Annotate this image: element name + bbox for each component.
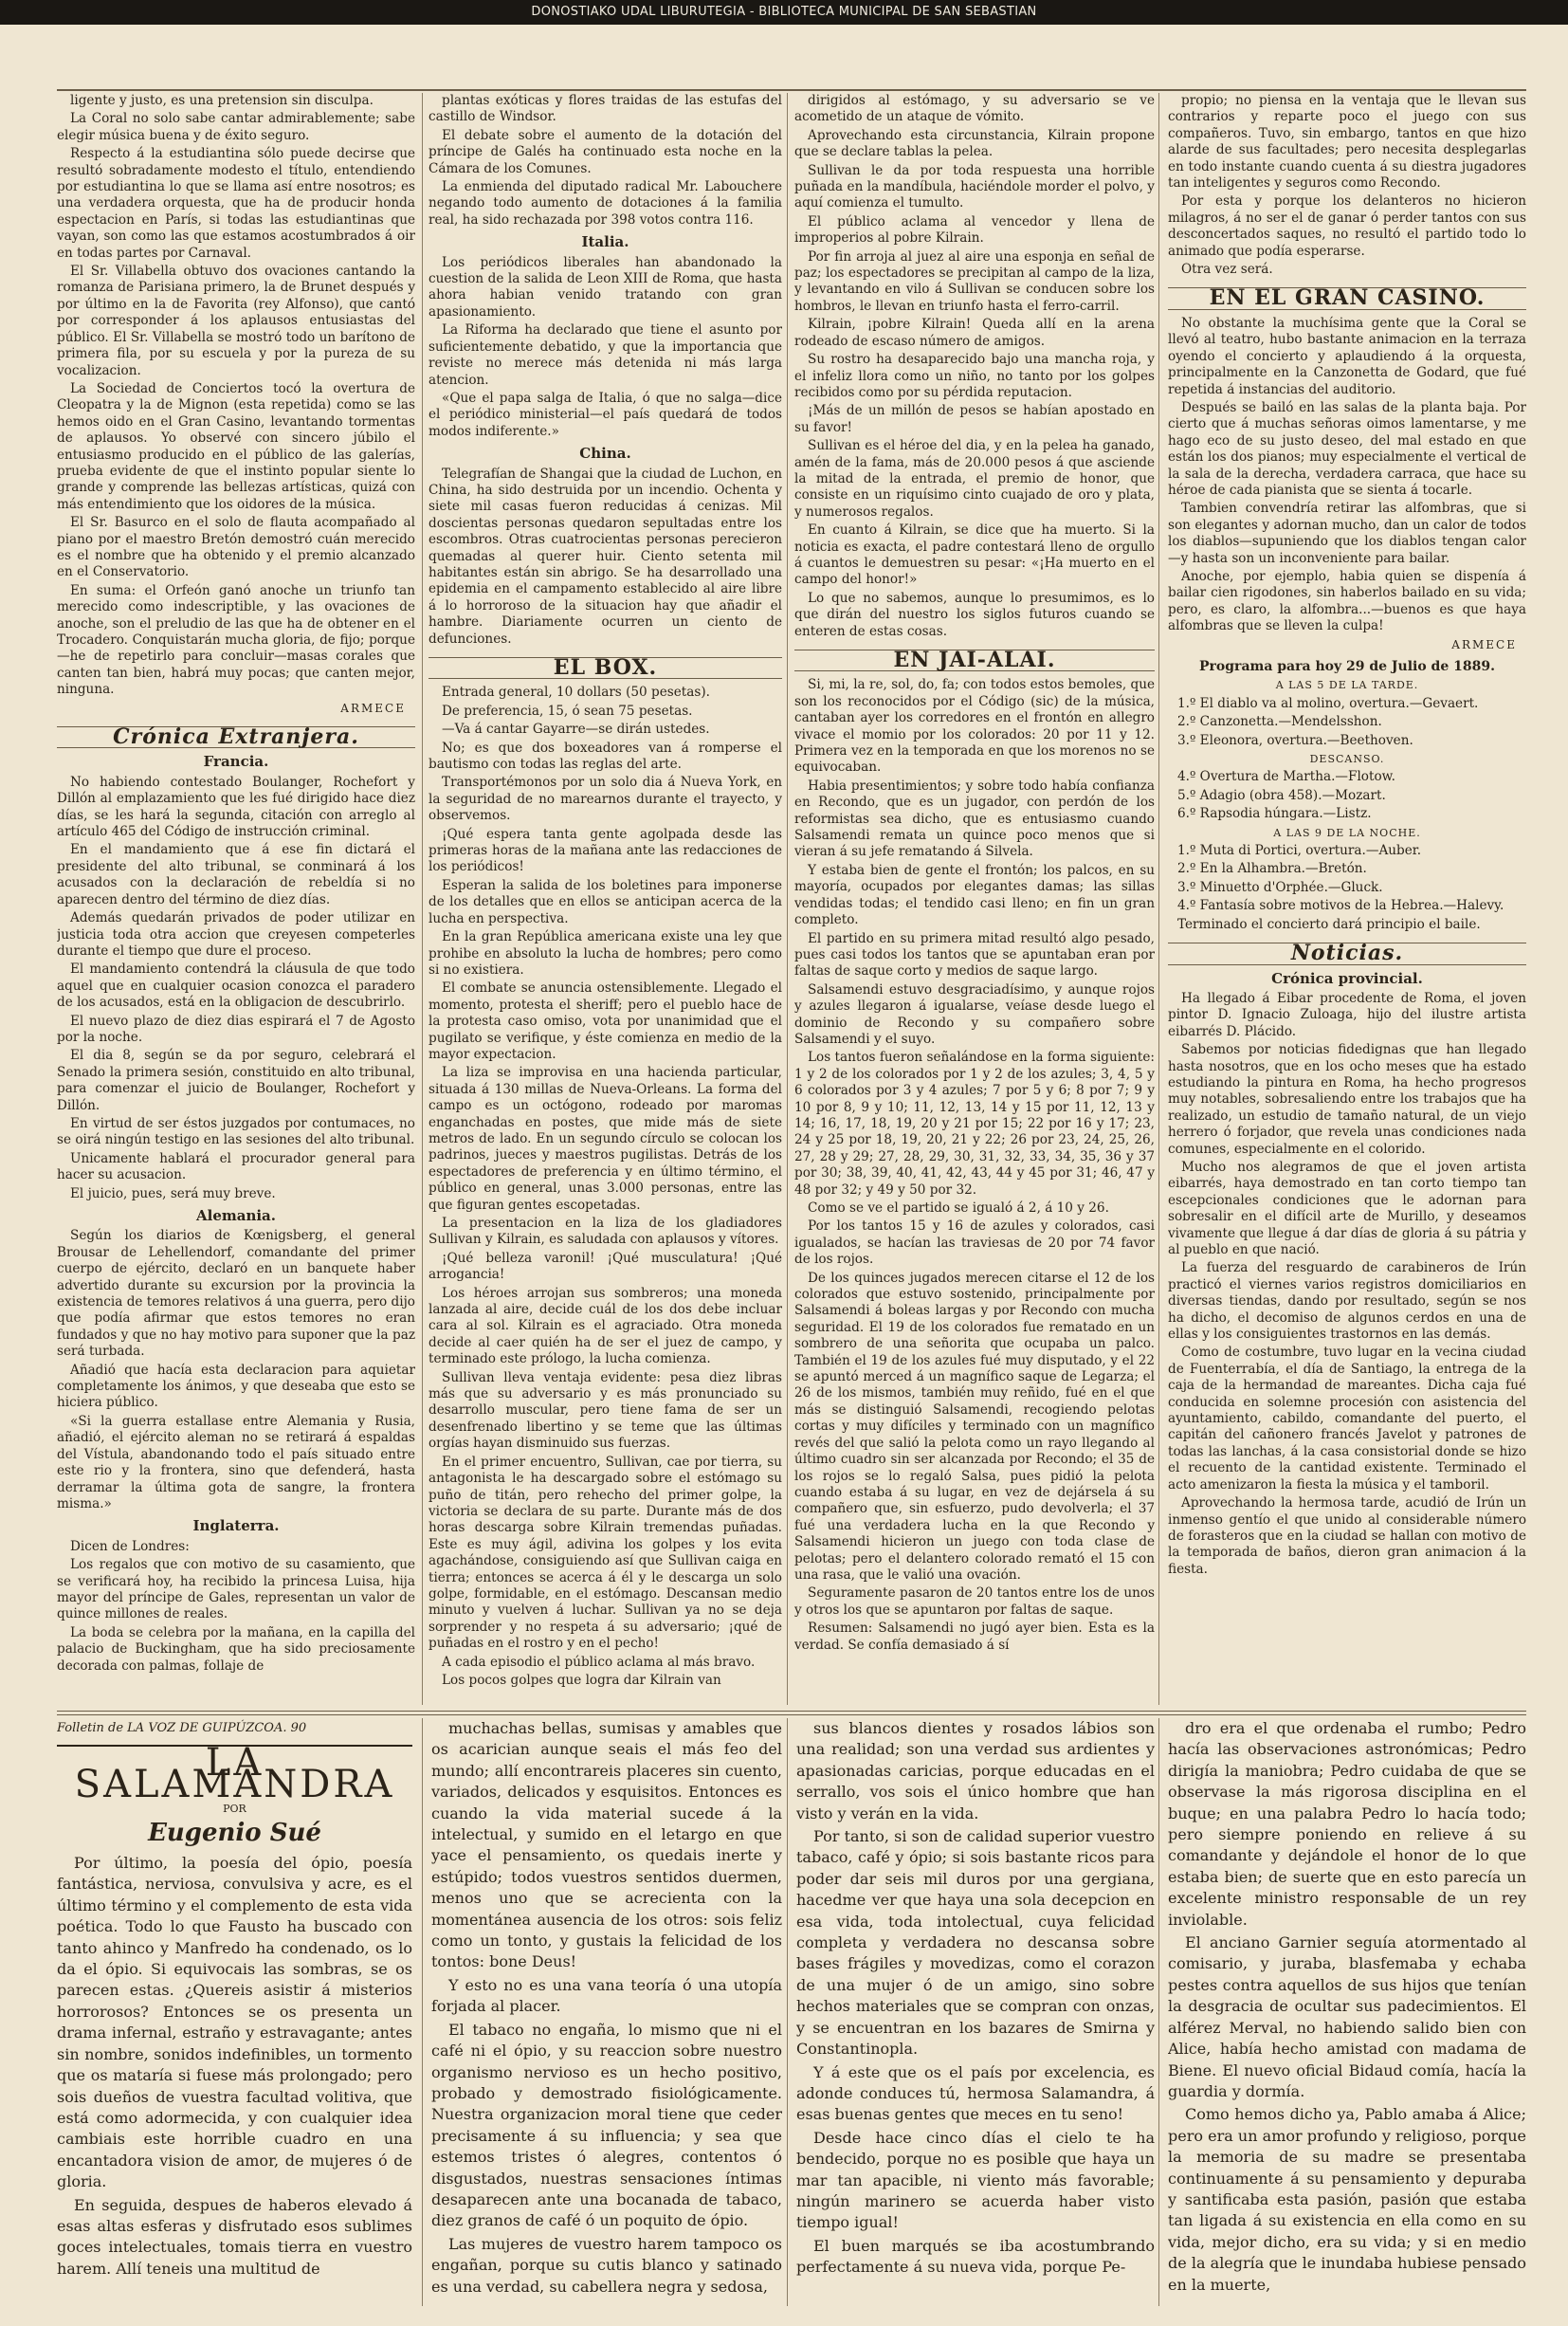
noticias-list bbox=[1168, 991, 1526, 1578]
paragraph: Las mujeres de vuestro harem tampoco os engañan, porque su cutis blanco y satinado es una verdad, su cabellera negra y sedosa, bbox=[431, 2234, 782, 2296]
paragraph: Tambien convendría retirar las alfombras, que si son elegantes y adornan mucho, dan un calor de todos los diablos—supuniendo que los diablos tengan calor—y hasta son un inconveniente para bailar. bbox=[1168, 501, 1526, 566]
signature: ARMECE bbox=[340, 701, 406, 715]
paragraph: Por fin arroja al juez al aire una esponja en señal de paz; los espectadores se precipitan al campo de la liza, y levantando en vilo á Sullivan se conducen sobre los hombros, le llevan en triunfo hasta el ferro-carril. bbox=[794, 248, 1155, 314]
paragraph: Esperan la salida de los boletines para imponerse de los detalles que en ellos se anticipan acerca de la lucha en perspectiva. bbox=[428, 877, 782, 926]
paragraph: En el mandamiento que á ese fin dictará el presidente del alto tribunal, se conminará á los acusados con la declaración de rebeldía si no aparecen dentro del término de diez días. bbox=[57, 842, 415, 907]
paragraph: El combate se anuncia ostensiblemente. Llegado el momento, protesta el sheriff; pero el pueblo hace de la protesta caso omiso, vota por unanimidad que el pugilato se verifique, y éste comienza en medio de la mayor expectacion. bbox=[428, 980, 782, 1062]
china-news bbox=[428, 467, 782, 648]
subheading-alemania: Alemania. bbox=[195, 1207, 277, 1224]
paragraph: 3.º Eleonora, overtura.—Beethoven. bbox=[1177, 732, 1413, 748]
novel-author: Eugenio Sué bbox=[148, 1818, 321, 1847]
paragraph: ¡Qué belleza varonil! ¡Qué musculatura! ¡Qué arrogancia! bbox=[428, 1250, 782, 1283]
paragraph: En virtud de ser éstos juzgados por contumaces, no se oirá ningún testigo en las sesiones del alto tribunal. bbox=[57, 1115, 415, 1148]
italia-news bbox=[428, 255, 782, 440]
box-article-continued bbox=[794, 93, 1155, 640]
paragraph: Por tanto, si son de calidad superior vuestro tabaco, café y ópio; si sois bastante ricos para poder dar seis mil duros por una gergiana, hacedme ver que haya una sola decepcion en esa vida, toda intolectual, cuya felicidad completa y verdadera no descansa sobre bases frágiles y movedizas, como el corazon de una mujer ó de un amigo, sino sobre hechos materiales que se compran con onzas, y se encuentran en los bazares de Smirna y Constantinopla. bbox=[796, 1827, 1155, 2059]
section-title-cronica-extranjera: Crónica Extranjera. bbox=[57, 726, 415, 748]
paragraph: La enmienda del diputado radical Mr. Labouchere negando todo aumento de dotaciones á la familia real, ha sido rechazada por 398 votos contra 116. bbox=[428, 179, 782, 228]
archive-banner: DONOSTIAKO UDAL LIBURUTEGIA - BIBLIOTECA MUNICIPAL DE SAN SEBASTIAN bbox=[0, 0, 1568, 25]
paragraph: Entrada general, 10 dollars (50 pesetas). bbox=[442, 685, 710, 701]
paragraph: En seguida, despues de haberos elevado á esas altas esferas y disfrutado esos sublimes goces intelectuales, tomais tierra en vuestro harem. Allí teneis una multitud de bbox=[57, 2195, 412, 2278]
paragraph: 6.º Rapsodia húngara.—Listz. bbox=[1177, 806, 1372, 822]
paragraph: propio; no piensa en la ventaja que le llevan sus contrarios y reparte poco el juego con sus compañeros. Tuvo, sin embargo, tantos en que hizo alarde de sus facultades; pero necesita desplegarlas en todo instante cuando cuenta á su diestra jugadores tan inteligentes y seguros como Recondo. bbox=[1168, 93, 1526, 192]
paragraph: Salsamendi estuvo desgraciadísimo, y aunque rojos y azules llegaron á igualarse, veíase desde luego el dominio de Recondo y su compañero sobre Salsamendi y el suyo. bbox=[794, 981, 1155, 1047]
paragraph: sus blancos dientes y rosados lábios son una realidad; son una verdad sus ardientes y apasionadas caricias, porque educadas en el serrallo, vos sois el único hombre que han visto y verán en la vida. bbox=[796, 1719, 1155, 1822]
paragraph: La presentacion en la liza de los gladiadores Sullivan y Kilrain, es saludada con aplausos y vítores. bbox=[428, 1216, 782, 1248]
paragraph: Lo que no sabemos, aunque lo presumimos, es lo que dirán del nuestro los siglos futuros cuando se enteren de estas cosas. bbox=[794, 590, 1155, 639]
subheading-italia: Italia. bbox=[581, 233, 629, 251]
program-descanso: DESCANSO. bbox=[1309, 753, 1385, 766]
paragraph: dirigidos al estómago, y su adversario se ve acometido de un ataque de vómito. bbox=[794, 93, 1155, 125]
paragraph: Y á este que os el país por excelencia, es adonde conduces tú, hermosa Salamandra, á esas buenas gentes que meces en tu seno! bbox=[796, 2062, 1155, 2124]
novel-title: LA SALAMANDRA bbox=[57, 1745, 412, 1795]
paragraph: Los tantos fueron señalándose en la forma siguiente: 1 y 2 de los colorados por 1 y 2 de los azules; 3, 4, 5 y 6 colorados por 3 y 4 azules; 7 por 5 y 6; 8 por 7; 9 y 10 por 8, 9 y 10; 11, 12, 13, 14 y 15 por 11, 12, 13 y 14; 16, 17, 18, 19, 20 y 21 por 15; 22 por 16 y 17; 23, 24 y 25 por 18, 19, 20, 21 y 22; 26 por 23, 24, 25, 26, 27, 28 y 29; 27, 28, 29, 30, 31, 32, 33, 34, 35, 36 y 37 por 30; 38, 39, 40, 41, 42, 43, 44 y 45 por 31; 46, 47 y 48 por 32; y 49 y 50 por 32. bbox=[794, 1050, 1155, 1198]
folletin-separator bbox=[57, 1711, 1526, 1715]
subheading-inglaterra: Inglaterra. bbox=[192, 1517, 280, 1535]
paragraph: El debate sobre el aumento de la dotación del príncipe de Galés ha continuado esta noche en la Cámara de los Comunes. bbox=[428, 127, 782, 176]
paragraph: Ha llegado á Eibar procedente de Roma, el joven pintor D. Ignacio Zuloaga, hijo del ilustre artista eibarrés D. Plácido. bbox=[1168, 990, 1526, 1039]
paragraph: El mandamiento contendrá la cláusula de que todo aquel que en cualquier ocasion conozca el paradero de los acusados, está en la obligacion de descubrirlo. bbox=[57, 962, 415, 1011]
paragraph: En la gran República americana existe una ley que prohibe en absoluto la lucha de hombres; pero como si no existiera. bbox=[428, 929, 782, 978]
paragraph: No; es que dos boxeadores van á romperse el bautismo con todas las reglas del arte. bbox=[428, 740, 782, 773]
paragraph: El buen marqués se iba acostumbrando perfectamente á su nueva vida, porque Pe- bbox=[796, 2236, 1155, 2277]
novel-text bbox=[57, 1853, 412, 2280]
novel-text bbox=[1168, 1718, 1526, 2296]
folletin-column-3 bbox=[796, 1718, 1155, 2306]
program-list bbox=[1168, 769, 1526, 822]
paragraph: Sullivan lleva ventaja evidente: pesa diez libras más que su adversario y es más pronunciado su desarrollo muscular, pero tiene fama de ser un desenfrenado libertino y se teme que las últimas orgías hayan disminuido sus fuerzas. bbox=[428, 1369, 782, 1452]
paragraph: 2.º En la Alhambra.—Bretón. bbox=[1177, 861, 1367, 877]
paragraph: La liza se improvisa en una hacienda particular, situada á 130 millas de Nueva-Orleans. La forma del campo es un octógono, rodeado por maromas enganchadas en postes, que mide más de siete metros de lado. En un segundo círculo se colocan los padrinos, jueces y maestros pugilistas. Detrás de los espectadores de preferencia y en último término, el público en general, unas 3.000 personas, entre las que figuran gentes escopetadas. bbox=[428, 1065, 782, 1213]
column-3 bbox=[794, 93, 1155, 1705]
paragraph: Seguramente pasaron de 20 tantos entre los de unos y otros los que se apuntaron por faltas de saque. bbox=[794, 1585, 1155, 1618]
paragraph: ¡Qué espera tanta gente agolpada desde las primeras horas de la mañana ante las redacciones de los periódicos! bbox=[428, 826, 782, 875]
box-article bbox=[428, 685, 782, 1689]
paragraph: Habia presentimientos; y sobre todo había confianza en Recondo, que es un jugador, con perdón de los reformistas sea dicho, que es entusiasmo cuando Salsamendi remata un quince poco menos que si vieran á su jefe rematando á Silvela. bbox=[794, 778, 1155, 860]
paragraph: Anoche, por ejemplo, habia quien se dispenía á bailar cien rigodones, sin haberlos bailado en su vida; pero, es claro, la alfombra...—buenos es que haya alfombras que se lleven la culpa! bbox=[1168, 568, 1526, 634]
paragraph: 5.º Adagio (obra 458).—Mozart. bbox=[1177, 787, 1386, 803]
section-title-el-box: EL BOX. bbox=[428, 657, 782, 679]
paragraph: El Sr. Basurco en el solo de flauta acompañado al piano por el maestro Bretón demostró cuán merecido es el nombre que ha obtenido y el premio alcanzado en el Conservatorio. bbox=[57, 515, 415, 580]
paragraph: —Va á cantar Gayarre—se dirán ustedes. bbox=[442, 722, 710, 738]
signature: ARMECE bbox=[1451, 637, 1517, 651]
paragraph: La boda se celebra por la mañana, en la capilla del palacio de Buckingham, que ha sido preciosamente decorada con palmas, follaje de bbox=[57, 1624, 415, 1674]
paragraph: «Si la guerra estallase entre Alemania y Rusia, añadió, el ejército aleman no se retirará á espaldas del Vístula, abandonando todo el país situado entre este rio y la frontera, sino que defenderá, hasta derramar la última gota de sangre, la frontera misma.» bbox=[57, 1413, 415, 1511]
paragraph: El dia 8, según se da por seguro, celebrará el Senado la primera sesión, constituido en alto tribunal, para comenzar el juicio de Boulanger, Rochefort y Dillón. bbox=[57, 1048, 415, 1113]
section-title-gran-casino: EN EL GRAN CASINO. bbox=[1168, 287, 1526, 309]
paragraph: El Sr. Villabella obtuvo dos ovaciones cantando la romanza de Parisiana primero, la de Brunet después y por último en la de Favorita (rey Alfonso), que cantó por corresponder á los aplausos entusiastas del público. El Sr. Villabella se mostró todo un barítono de primera fila, por su escuela y por la pureza de su vocalizacion. bbox=[57, 264, 415, 378]
paragraph: En cuanto á Kilrain, se dice que ha muerto. Si la noticia es exacta, el padre contestará lleno de orgullo á cuantos le demuestren su pesar: «¡Ha muerto en el campo del honor!» bbox=[794, 522, 1155, 588]
orfeon-review bbox=[57, 93, 415, 699]
paragraph: ¡Más de un millón de pesos se habían apostado en su favor! bbox=[794, 403, 1155, 435]
paragraph: A cada episodio el público aclama al más bravo. bbox=[442, 1654, 756, 1670]
page-top-rule bbox=[57, 53, 1526, 91]
paragraph: La Coral no solo sabe cantar admirablemente; sabe elegir música buena y de éxito seguro. bbox=[57, 111, 415, 143]
paragraph: No habiendo contestado Boulanger, Rochefort y Dillón al emplazamiento que les fué dirigido hace diez días, se les hará la segunda, citación con arreglo al artículo 465 del Código de instrucción criminal. bbox=[57, 774, 415, 840]
paragraph: Mucho nos alegramos de que el joven artista eibarrés, haya demostrado en tan corto tiempo tan escepcionales condiciones que le adornan para sobresalir en el difícil arte de Murillo, y deseamos vivamente que llegue á dar días de gloria á su pátria y al pueblo en que nació. bbox=[1168, 1159, 1526, 1257]
paragraph: En el primer encuentro, Sullivan, cae por tierra, su antagonista le ha descargado sobre el estómago su puño de titán, pero rehecho del primer golpe, la victoria se declara de su parte. Durante más de dos horas descarga sobre Kilrain tremendas puñadas. Este es muy ágil, adivina los golpes y los evita agachándose, consiguiendo así que Sullivan caiga en tierra; entonces se acerca á él y le descarga un solo golpe, formidable, en el estómago. Descansan medio minuto y vuelven á luchar. Sullivan ya no se deja sorprender y no respeta á su adversario; ¡qué de puñadas en el rostro y en el pecho! bbox=[428, 1454, 782, 1652]
paragraph: La Sociedad de Conciertos tocó la overtura de Cleopatra y la de Mignon (esta repetida) como se las hemos oido en el Gran Casino, levantando tormentas de aplausos. Yo observé con sincero júbilo el entusiasmo producido en el público de las galerías, prueba evidente de que el instinto popular siente lo grande y comprende las bellezas artísticas, quizá con más entendimiento que los oidores de la música. bbox=[57, 380, 415, 512]
paragraph: El nuevo plazo de diez dias espirará el 7 de Agosto por la noche. bbox=[57, 1013, 415, 1045]
paragraph: 2.º Canzonetta.—Mendelsshon. bbox=[1177, 714, 1382, 730]
news-columns bbox=[57, 93, 1526, 1705]
paragraph: Kilrain, ¡pobre Kilrain! Queda allí en la arena rodeado de escaso número de amigos. bbox=[794, 317, 1155, 349]
paragraph: De los quinces jugados merecen citarse el 12 de los colorados que estuvo sostenido, principalmente por Salsamendi á boleas largas y por Recondo con mucha seguridad. El 19 de los colorados fue rematado en un sombrero de una señorita que ocupaba un palco. También el 19 de los azules fué muy disputado, y el 22 se apuntó merced á un magnífico saque de Legarza; el 26 de los mismos, también muy reñido, fué en el que más se distinguió Salsamendi, recogiendo pelotas cortas y muy difíciles y terminado con un magnífico revés del que salió la pelota como un rayo llegando al último cuadro sin ser alcanzada por Recondo; el 35 de los rojos se lo regaló Salsa, pues pidió la pelota cuando estaba á su lugar, en vez de dejársela á su compañero que, sin esfuerzo, pudo devolverla; el 37 fué una verdadera lucha en la que Recondo y Salsamendi hicieron un juego con toda clase de pelotas; pero el delantero colorado remató el 15 con una rasa, que le valió una ovación. bbox=[794, 1270, 1155, 1583]
program-time-noche: A LAS 9 DE LA NOCHE. bbox=[1273, 826, 1421, 839]
paragraph: Aprovechando la hermosa tarde, acudió de Irún un inmenso gentío el que unido al considerable número de forasteros que en la ciudad se hallan con motivo de la temporada de baños, dieron gran animacion á la fiesta. bbox=[1168, 1495, 1526, 1577]
paragraph: El tabaco no engaña, lo mismo que ni el café ni el ópio, y su reaccion sobre nuestro organismo nervioso es un hecho positivo, probado y demostrado fisiológicamente. Nuestra organizacion moral tiene que ceder precisamente á su influencia; y sea que estemos tristes ó alegres, contentos ó disgustados, nuestras sensaciones íntimas desaparecen ante una bocanada de tabaco, diez granos de café ó un poquito de ópio. bbox=[431, 2020, 782, 2230]
paragraph: Su rostro ha desaparecido bajo una mancha roja, y el infeliz llora como un niño, no tanto por los golpes recibidos como por su pérdida reputacion. bbox=[794, 352, 1155, 400]
paragraph: «Que el papa salga de Italia, ó que no salga—dice el periódico ministerial—el país quedará de todos modos indiferente.» bbox=[428, 390, 782, 439]
paragraph: Los regalos que con motivo de su casamiento, que se verificará hoy, ha recibido la princesa Luisa, hija mayor del príncipe de Gales, representan un valor de quince millones de reales. bbox=[57, 1557, 415, 1622]
column-1 bbox=[57, 93, 415, 1705]
paragraph: Unicamente hablará el procurador general para hacer su acusacion. bbox=[57, 1150, 415, 1183]
paragraph: Como hemos dicho ya, Pablo amaba á Alice; pero era un amor profundo y religioso, porque la memoria de su madre se presentaba continuamente á su pensamiento y depuraba y santificaba esta pasión, pasión que estaba tan ligada á su existencia en ella como en su vida, mejor dicho, era su vida; y si en medio de la alegría que le inundaba hubiese pensado en la muerte, bbox=[1168, 2105, 1526, 2294]
program-time-tarde: A LAS 5 DE LA TARDE. bbox=[1275, 679, 1419, 692]
paragraph: Y estaba bien de gente el frontón; los palcos, en su mayoría, ocupados por elegantes damas; las sillas vendidas todas; el tendido casi lleno; en fin un gran completo. bbox=[794, 862, 1155, 928]
paragraph: Desde hace cinco días el cielo te ha bendecido, porque no es posible que haya un mar tan apacible, ni viento más favorable; ningún marinero se acuerda haber visto tiempo igual! bbox=[796, 2128, 1155, 2232]
program-title: Programa para hoy 29 de Julio de 1889. bbox=[1199, 659, 1495, 674]
paragraph: Otra vez será. bbox=[1181, 262, 1273, 278]
paragraph: Resumen: Salsamendi no jugó ayer bien. Esta es la verdad. Se confía demasiado á sí bbox=[794, 1621, 1155, 1653]
paragraph: ligente y justo, es una pretension sin disculpa. bbox=[70, 93, 374, 108]
paragraph: Aprovechando esta circunstancia, Kilrain propone que se declare tablas la pelea. bbox=[794, 127, 1155, 160]
novel-por: POR bbox=[223, 1803, 246, 1816]
paragraph: El anciano Garnier seguía atormentado al comisario, y juraba, blasfemaba y echaba pestes contra aquellos de sus hijos que tenían la desgracia de ocultar sus padecimientos. El alférez Merval, no habiendo salido bien con Alice, había hecho amistad con madama de Biene. El nuevo oficial Bidaud comía, hacía la guardia y dormía. bbox=[1168, 1933, 1526, 2100]
novel-text bbox=[431, 1718, 782, 2298]
program-list bbox=[1168, 843, 1526, 933]
folletin-column-2 bbox=[431, 1718, 782, 2306]
paragraph: Los héroes arrojan sus sombreros; una moneda lanzada al aire, decide cuál de los dos debe incluar cara al sol. Kilrain es el agraciado. Otra moneda decide al caer quién ha de ser el juez de campo, y terminado este prólogo, la lucha comienza. bbox=[428, 1285, 782, 1367]
paragraph: 1.º Muta di Portici, overtura.—Auber. bbox=[1177, 843, 1422, 859]
inglaterra-continued bbox=[428, 93, 782, 229]
paragraph: Sullivan le da por toda respuesta una horrible puñada en la mandíbula, haciéndole morder el polvo, y aquí comienza el tumulto. bbox=[794, 162, 1155, 211]
paragraph: Sabemos por noticias fidedignas que han llegado hasta nosotros, que en los ocho meses que ha estado estudiando la pintura en Roma, ha hecho progresos muy notables, sobresaliendo entre los trabajos que ha realizado, un estudio de tamaño natural, de un viejo herrero ó forjador, que revela unas condiciones nada comunes, especialmente en el colorido. bbox=[1168, 1042, 1526, 1157]
inglaterra-news bbox=[57, 1539, 415, 1675]
paragraph: dro era el que ordenaba el rumbo; Pedro hacía las observaciones astronómicas; Pedro dirigía la maniobra; Pedro cuidaba de que se observase la más rigorosa disciplina en el buque; en una palabra Pedro lo hacía todo; pero siempre poniendo en relieve á su comandante y dejándole el honor de lo que estaba bien; de suerte que en esto parecía un excelente ministro responsable de un rey inviolable. bbox=[1168, 1719, 1526, 1929]
folletin-column-1 bbox=[57, 1718, 412, 2306]
folletin-section bbox=[57, 1718, 1526, 2306]
folletin-header: Folletin de LA VOZ DE GUIPÚZCOA. 90 bbox=[57, 1721, 307, 1735]
paragraph: Respecto á la estudiantina sólo puede decirse que resultó sobradamente modesto el título, entendiendo por estudiantina lo que se llama así entre nosotros; es una verdadera orquesta, que ha de producir honda espectacion en París, si todas las estudiantinas que vayan, son como las que estamos acostumbrados á oir en todas partes por Carnaval. bbox=[57, 146, 415, 261]
francia-news bbox=[57, 775, 415, 1202]
section-title-noticias: Noticias. bbox=[1168, 943, 1526, 964]
paragraph: Después se bailó en las salas de la planta baja. Por cierto que á muchas señoras oimos lamentarse, y me hago eco de su justo deseo, del mal estado en que están los dos pianos; muy especialmente el vertical de la sala de la derecha, verdadera carraca, que hace su héroe de cada pianista que se sienta á tocarle. bbox=[1168, 399, 1526, 498]
paragraph: Los periódicos liberales han abandonado la cuestion de la salida de Leon XIII de Roma, que hasta ahora habian venido tratando con gran apasionamiento. bbox=[428, 254, 782, 320]
paragraph: Dicen de Londres: bbox=[70, 1538, 190, 1554]
paragraph: plantas exóticas y flores traidas de las estufas del castillo de Windsor. bbox=[428, 93, 782, 125]
alemania-news bbox=[57, 1228, 415, 1512]
casino-article bbox=[1168, 316, 1526, 635]
paragraph: Según los diarios de Kœnigsberg, el general Brousar de Lehellendorf, comandante del primer cuerpo de ejército, declaró en un banquete haber advertido durante su excursion por la provincia la existencia de temores relativos á una guerra, pero dijo que podía afirmar que estos temores no eran fundados y que no hay motivo para suponer que la paz será turbada. bbox=[57, 1228, 415, 1360]
paragraph: Telegrafían de Shangai que la ciudad de Luchon, en China, ha sido destruida por un incendio. Ochenta y siete mil casas fueron reducidas á cenizas. Mil doscientas personas quedaron sepultadas entre los escombros. Otras cuatrocientas personas perecieron quemadas al querer huir. Ciento setenta mil habitantes están sin abrigo. Se ha desarrollado una epidemia en el campamento establecido al aire libre á lo horroroso de la situacion hay que añadir el hambre. Diariamente ocurren un ciento de defunciones. bbox=[428, 466, 782, 647]
jai-alai-continued bbox=[1168, 93, 1526, 278]
novel-text bbox=[796, 1718, 1155, 2279]
jai-alai-article bbox=[794, 677, 1155, 1654]
paragraph: Los pocos golpes que logra dar Kilrain van bbox=[442, 1672, 721, 1688]
paragraph: muchachas bellas, sumisas y amables que os acarician aunque seais el más feo del mundo; allí encontrareis placeres sin cuento, variados, delicados y esquisitos. Entonces es cuando la vida material sucede á la intelectual, y sumido en el letargo en que yace el pensamiento, os quedais inerte y estúpido; todos vuestros sentidos duermen, menos uno que se acrecienta con la momentánea ausencia de los otros: sois feliz como un tonto, y gustais la felicidad de los tontos: bone Deus! bbox=[431, 1719, 782, 1971]
paragraph: Y esto no es una vana teoría ó una utopía forjada al placer. bbox=[431, 1975, 782, 2016]
paragraph: No obstante la muchísima gente que la Coral se llevó al teatro, hubo bastante animacion en la terraza oyendo el concierto y aplaudiendo á la orquesta, principalmente en la Canzonetta de Godard, que fué repetida á instancias del auditorio. bbox=[1168, 315, 1526, 397]
paragraph: 3.º Minuetto d'Orphée.—Gluck. bbox=[1177, 879, 1383, 895]
paragraph: Si, mi, la re, sol, do, fa; con todos estos bemoles, que son los reconocidos por el Código (sic) de la música, cantaban ayer los corredores en el frontón en allegro vivace el momio por los colorados: 20 por 11 y 12. Primera vez en la temporada en que los morenos no se equivocaban. bbox=[794, 677, 1155, 776]
paragraph: El público aclama al vencedor y llena de improperios al pobre Kilrain. bbox=[794, 213, 1155, 247]
paragraph: 4.º Fantasía sobre motivos de la Hebrea.—Halevy. bbox=[1177, 898, 1504, 914]
paragraph: Transportémonos por un solo dia á Nueva York, en la seguridad de no marearnos durante el trayecto, y observemos. bbox=[428, 775, 782, 824]
paragraph: Terminado el concierto dará principio el baile. bbox=[1177, 916, 1481, 932]
paragraph: El partido en su primera mitad resultó algo pesado, pues casi todos los tantos que se apuntaban eran por faltas de saque corto y medios de saque largo. bbox=[794, 930, 1155, 980]
paragraph: La Riforma ha declarado que tiene el asunto por suficientemente debatido, y que la importancia que reviste no merece más detenida ni más larga atencion. bbox=[428, 322, 782, 388]
subheading-china: China. bbox=[579, 445, 631, 463]
column-2 bbox=[428, 93, 782, 1705]
folletin-column-4 bbox=[1168, 1718, 1526, 2306]
paragraph: 4.º Overtura de Martha.—Flotow. bbox=[1177, 769, 1395, 785]
subheading-cronica-provincial: Crónica provincial. bbox=[1271, 969, 1423, 987]
paragraph: El juicio, pues, será muy breve. bbox=[70, 1185, 276, 1201]
paragraph: Como se ve el partido se igualó á 2, á 10 y 26. bbox=[808, 1200, 1109, 1216]
paragraph: La fuerza del resguardo de carabineros de Irún practicó el viernes varios registros domiciliarios en diversas tiendas, dando por resultado, según se nos ha dicho, el decomiso de algunos cerdos en una de ellas y los consiguientes trastornos en las demás. bbox=[1168, 1260, 1526, 1343]
paragraph: Por esta y porque los delanteros no hicieron milagros, á no ser el de ganar ó perder tantos con sus desconcertados saques, no resultó el partido todo lo animado que podía esperarse. bbox=[1168, 193, 1526, 259]
program-list bbox=[1168, 696, 1526, 749]
paragraph: De preferencia, 15, ó sean 75 pesetas. bbox=[442, 703, 693, 719]
paragraph: Además quedarán privados de poder utilizar en justicia toda otra accion que creyesen competerles durante el tiempo que dure el proceso. bbox=[57, 910, 415, 959]
paragraph: Sullivan es el héroe del dia, y en la pelea ha ganado, amén de la fama, más de 20.000 pesos á que asciende la mitad de la entrada, el premio de honor, que consiste en un riquísimo cinto cuajado de oro y plata, y numerosos regalos. bbox=[794, 438, 1155, 520]
paragraph: Por los tantos 15 y 16 de azules y colorados, casi igualados, se hacían las traviesas de 20 por 74 favor de los rojos. bbox=[794, 1218, 1155, 1268]
paragraph: Añadió que hacía esta declaracion para aquietar completamente los ánimos, y que deseaba que esto se hiciera público. bbox=[57, 1362, 415, 1411]
column-4 bbox=[1168, 93, 1526, 1705]
section-title-jai-alai: EN JAI-ALAI. bbox=[794, 650, 1155, 671]
paragraph: 1.º El diablo va al molino, overtura.—Gevaert. bbox=[1177, 695, 1479, 711]
paragraph: Como de costumbre, tuvo lugar en la vecina ciudad de Fuenterrabía, el día de Santiago, la entrega de la caja de la hermandad de mareantes. Dicha caja fué conducida en solemne procesión con asistencia del ayuntamiento, cabildo, comandante del puerto, el capitán del cañonero francés Javelot y patrones de todas las lanchas, á la casa consistorial donde se hizo el recuento de la cantidad existente. Terminado el acto amenizaron la fiesta la música y el tamboril. bbox=[1168, 1345, 1526, 1493]
subheading-francia: Francia. bbox=[203, 753, 269, 771]
paragraph: Por último, la poesía del ópio, poesía fantástica, nerviosa, convulsiva y acre, es el último término y el complemento de esta vida poética. Todo lo que Fausto ha buscado con tanto ahinco y Manfredo ha condenado, os lo da el ópio. Si equivocais las sombras, se os parecen estas. ¿Quereis asistir á misterios horrorosos? Entonces se os presenta un drama infernal, estraño y estravagante; antes sin nombre, sonidos indefinibles, un tormento que os mataría si fuese más prolongado; pero sois dueños de vuestra facultad volitiva, que está como adormecida, y con cualquier idea cambiais este horrible cuadro en una encantadora vision de amor, de mujeres ó de gloria. bbox=[57, 1854, 412, 2191]
paragraph: En suma: el Orfeón ganó anoche un triunfo tan merecido como indescriptible, y las ovaciones de anoche, son el preludio de las que ha de obtener en el Trocadero. Conquistarán mucha gloria, de fijo; porque—he de repetirlo para concluir—masas corales que canten tan bien, habrá muy pocas; que canten mejor, ninguna. bbox=[57, 582, 415, 698]
